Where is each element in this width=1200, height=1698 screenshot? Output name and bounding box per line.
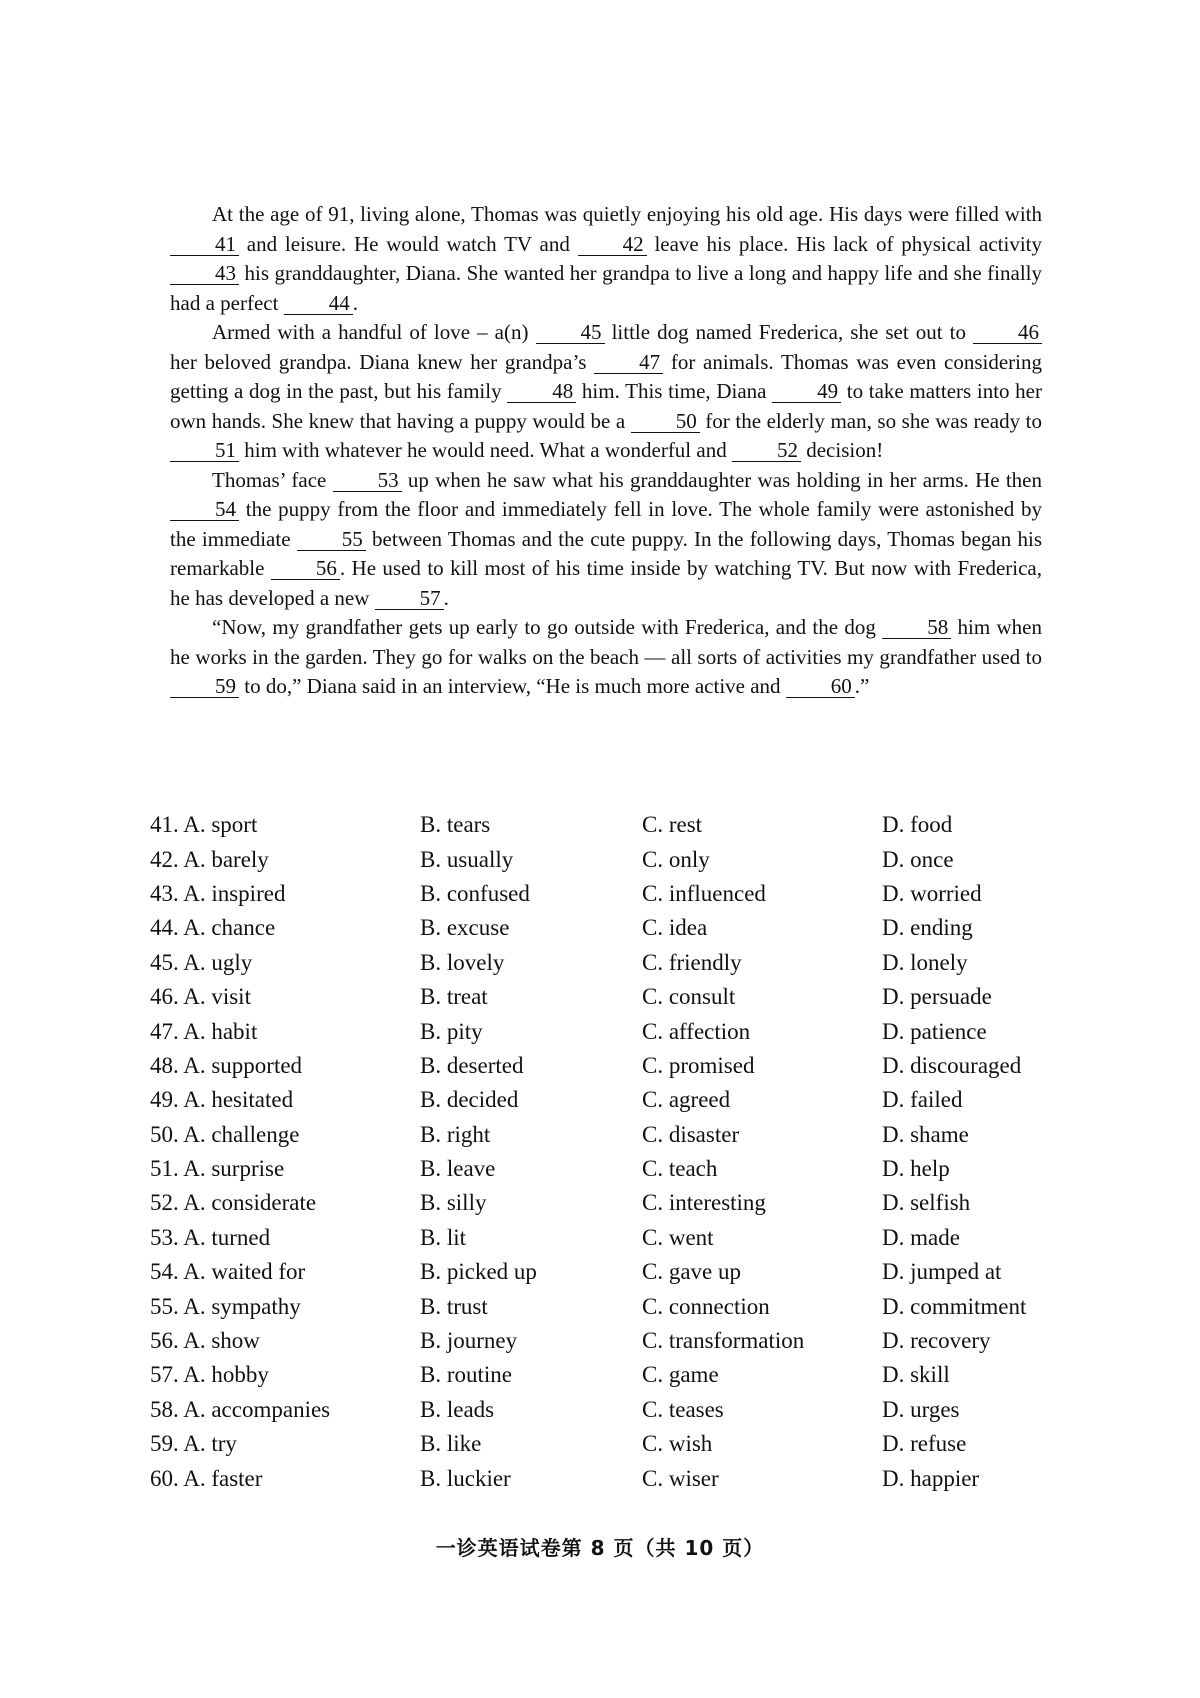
question-number-and-option-a [150, 847, 420, 873]
question-row-55 [150, 1289, 1070, 1323]
option-d: D. urges [882, 1396, 960, 1422]
question-number-and-option-a [150, 1122, 420, 1148]
blank-60: 60 [786, 675, 855, 698]
option-d: D. help [882, 1156, 950, 1182]
option-a: A. inspired [183, 880, 286, 906]
option-d: D. recovery [882, 1328, 991, 1354]
blank-58: 58 [882, 616, 951, 639]
question-row-42 [150, 842, 1070, 876]
option-b: B. decided [420, 1087, 519, 1113]
question-row-45 [150, 946, 1070, 980]
option-a: A. ugly [183, 949, 253, 975]
passage-text: him when he works in the garden. They go for walks on the beach — all sorts of activities my grandfather used to [170, 615, 1042, 669]
option-d: D. discouraged [882, 1052, 1022, 1078]
question-row-46 [150, 980, 1070, 1014]
passage-text: for animals. Thomas was even considering getting a dog in the past, but his family [170, 349, 1042, 403]
option-d: D. jumped at [882, 1259, 1002, 1285]
option-d: D. patience [882, 1018, 987, 1044]
option-b: B. routine [420, 1362, 512, 1388]
passage-text: to do,” Diana said in an interview, “He is much more active and [239, 674, 786, 698]
question-number-and-option-a [150, 1225, 420, 1251]
option-b: B. lovely [420, 949, 505, 975]
blank-56: 56 [271, 557, 340, 580]
cloze-passage [170, 200, 1042, 702]
question-number-and-option-a [150, 1156, 420, 1182]
option-a: A. considerate [183, 1190, 317, 1216]
option-d: D. worried [882, 880, 982, 906]
option-b: B. like [420, 1431, 482, 1457]
question-number-and-option-a [150, 1259, 420, 1285]
option-d: D. failed [882, 1087, 963, 1113]
blank-50: 50 [631, 410, 700, 433]
passage-text: for the elderly man, so she was ready to [699, 408, 1042, 433]
passage-text: him. This time, Diana [576, 379, 773, 403]
option-a: A. chance [183, 915, 276, 941]
blank-46: 46 [973, 321, 1042, 344]
option-c: C. wish [642, 1431, 713, 1457]
question-number: 58. [150, 1396, 179, 1422]
passage-text: leave his place. His lack of physical activity [646, 231, 1042, 256]
option-c: C. transformation [642, 1328, 805, 1354]
question-number: 42. [150, 846, 179, 872]
question-number: 49. [150, 1087, 179, 1113]
option-d: D. lonely [882, 949, 968, 975]
option-a: A. hobby [183, 1362, 269, 1388]
blank-57: 57 [375, 587, 444, 610]
question-number: 51. [150, 1156, 179, 1182]
question-row-58 [150, 1393, 1070, 1427]
question-number-and-option-a [150, 1087, 420, 1113]
question-row-53 [150, 1221, 1070, 1255]
option-a: A. surprise [183, 1156, 285, 1182]
option-b: B. leads [420, 1396, 495, 1422]
passage-text: decision! [800, 438, 884, 462]
option-b: B. right [420, 1121, 491, 1147]
option-c: C. friendly [642, 949, 742, 975]
passage-text: his granddaughter, Diana. She wanted her grandpa to live a long and happy life and she finally had a perfect [170, 261, 1042, 315]
option-b: B. treat [420, 984, 488, 1010]
option-b: B. tears [420, 812, 491, 838]
passage-text: the puppy from the floor and immediately fell in love. The whole family were astonished by the immediate [170, 497, 1042, 551]
blank-41: 41 [170, 233, 239, 256]
question-row-48 [150, 1049, 1070, 1083]
option-b: B. deserted [420, 1052, 524, 1078]
passage-text: Thomas’ face [212, 467, 333, 492]
question-row-43 [150, 877, 1070, 911]
question-number: 59. [150, 1431, 179, 1457]
blank-55: 55 [297, 528, 366, 551]
blank-42: 42 [578, 233, 647, 256]
option-c: C. rest [642, 812, 703, 838]
blank-52: 52 [732, 439, 801, 462]
passage-paragraph [170, 466, 1042, 614]
passage-text: . [352, 290, 358, 315]
option-c: C. went [642, 1224, 714, 1250]
option-d: D. persuade [882, 984, 992, 1010]
question-number: 45. [150, 949, 179, 975]
passage-text: “Now, my grandfather gets up early to go outside with Frederica, and the dog [212, 615, 883, 639]
option-c: C. interesting [642, 1190, 766, 1216]
option-c: C. connection [642, 1293, 770, 1319]
passage-text: up when he saw what his granddaughter was holding in her arms. He then [401, 467, 1043, 492]
passage-text: . He used to kill most of his time inside by watching TV. But now with Frederica, he has developed a new [170, 556, 1042, 610]
question-row-47 [150, 1014, 1070, 1048]
question-number-and-option-a [150, 1019, 420, 1045]
option-d: D. shame [882, 1121, 969, 1147]
option-b: B. leave [420, 1156, 496, 1182]
question-number: 46. [150, 984, 179, 1010]
question-row-54 [150, 1255, 1070, 1289]
option-c: C. teach [642, 1156, 718, 1182]
option-b: B. luckier [420, 1465, 511, 1491]
option-a: A. supported [183, 1052, 303, 1078]
passage-text: . [443, 585, 449, 610]
option-a: A. hesitated [183, 1087, 294, 1113]
passage-text: to take matters into her own hands. She knew that having a puppy would be a [170, 379, 1042, 433]
option-c: C. influenced [642, 880, 766, 906]
question-row-52 [150, 1186, 1070, 1220]
question-number: 41. [150, 812, 179, 838]
question-number-and-option-a [150, 812, 420, 838]
option-a: A. try [183, 1431, 237, 1457]
blank-51: 51 [170, 439, 239, 462]
question-number: 53. [150, 1224, 179, 1250]
option-a: A. faster [183, 1465, 263, 1491]
option-b: B. usually [420, 846, 514, 872]
option-c: C. only [642, 846, 710, 872]
option-b: B. excuse [420, 915, 510, 941]
passage-text: .” [854, 674, 870, 698]
option-a: A. accompanies [183, 1396, 331, 1422]
passage-paragraph [170, 613, 1042, 702]
passage-paragraph [170, 318, 1042, 466]
option-a: A. barely [183, 846, 269, 872]
question-number: 50. [150, 1121, 179, 1147]
option-c: C. affection [642, 1018, 751, 1044]
question-number-and-option-a [150, 984, 420, 1010]
question-number: 54. [150, 1259, 179, 1285]
option-d: D. commitment [882, 1293, 1027, 1319]
question-number: 48. [150, 1052, 179, 1078]
question-number: 60. [150, 1465, 179, 1491]
option-d: D. made [882, 1224, 960, 1250]
passage-text: her beloved grandpa. Diana knew her grandpa’s [170, 349, 595, 374]
blank-59: 59 [170, 675, 239, 698]
blank-48: 48 [507, 380, 576, 403]
question-number-and-option-a [150, 1397, 420, 1423]
option-a: A. show [183, 1328, 260, 1354]
option-b: B. lit [420, 1224, 467, 1250]
question-row-50 [150, 1118, 1070, 1152]
option-d: D. skill [882, 1362, 950, 1388]
question-row-60 [150, 1461, 1070, 1495]
answer-options [150, 808, 1070, 1496]
passage-text: and leisure. He would watch TV and [239, 231, 578, 256]
question-number-and-option-a [150, 1466, 420, 1492]
option-a: A. visit [183, 984, 251, 1010]
passage-text: him with whatever he would need. What a wonderful and [239, 438, 732, 462]
option-b: B. picked up [420, 1259, 537, 1285]
question-number: 52. [150, 1190, 179, 1216]
option-b: B. trust [420, 1293, 488, 1319]
passage-text: Armed with a handful of love – a(n) [212, 320, 536, 344]
question-number-and-option-a [150, 1053, 420, 1079]
option-b: B. journey [420, 1328, 518, 1354]
option-b: B. silly [420, 1190, 487, 1216]
question-number-and-option-a [150, 1362, 420, 1388]
option-c: C. game [642, 1362, 719, 1388]
option-a: A. habit [183, 1018, 258, 1044]
option-c: C. idea [642, 915, 708, 941]
question-row-41 [150, 808, 1070, 842]
option-c: C. agreed [642, 1087, 731, 1113]
question-number-and-option-a [150, 1294, 420, 1320]
option-a: A. sympathy [183, 1293, 301, 1319]
passage-text: At the age of 91, living alone, Thomas was quietly enjoying his old age. His days were filled with [212, 202, 1042, 226]
question-number-and-option-a [150, 915, 420, 941]
option-d: D. food [882, 812, 953, 838]
option-d: D. ending [882, 915, 973, 941]
option-c: C. promised [642, 1052, 755, 1078]
question-row-57 [150, 1358, 1070, 1392]
blank-47: 47 [594, 351, 663, 374]
question-row-44 [150, 911, 1070, 945]
question-row-51 [150, 1152, 1070, 1186]
option-d: D. happier [882, 1465, 980, 1491]
question-number-and-option-a [150, 950, 420, 976]
question-number: 44. [150, 915, 179, 941]
blank-45: 45 [536, 321, 605, 344]
page-footer: 一诊英语试卷第 8 页（共 10 页） [435, 1536, 765, 1560]
option-b: B. pity [420, 1018, 483, 1044]
blank-54: 54 [170, 498, 239, 521]
question-number: 55. [150, 1293, 179, 1319]
option-c: C. consult [642, 984, 736, 1010]
option-c: C. disaster [642, 1121, 740, 1147]
question-number: 47. [150, 1018, 179, 1044]
blank-44: 44 [284, 292, 353, 315]
question-row-56 [150, 1324, 1070, 1358]
option-d: D. once [882, 846, 954, 872]
option-c: C. gave up [642, 1259, 742, 1285]
passage-text: little dog named Frederica, she set out to [604, 320, 973, 344]
option-d: D. selfish [882, 1190, 971, 1216]
question-number: 43. [150, 880, 179, 906]
option-a: A. sport [183, 812, 258, 838]
question-number-and-option-a [150, 1431, 420, 1457]
question-number-and-option-a [150, 1190, 420, 1216]
question-number-and-option-a [150, 881, 420, 907]
option-a: A. challenge [183, 1121, 300, 1147]
option-a: A. waited for [183, 1259, 306, 1285]
option-b: B. confused [420, 880, 530, 906]
passage-text: between Thomas and the cute puppy. In the following days, Thomas began his remarkable [170, 526, 1042, 580]
blank-43: 43 [170, 262, 239, 285]
option-c: C. wiser [642, 1465, 719, 1491]
blank-53: 53 [333, 469, 402, 492]
blank-49: 49 [772, 380, 841, 403]
question-row-49 [150, 1083, 1070, 1117]
option-a: A. turned [183, 1224, 271, 1250]
question-number: 56. [150, 1328, 179, 1354]
option-c: C. teases [642, 1396, 724, 1422]
option-d: D. refuse [882, 1431, 967, 1457]
passage-paragraph [170, 200, 1042, 318]
question-number: 57. [150, 1362, 179, 1388]
question-number-and-option-a [150, 1328, 420, 1354]
question-row-59 [150, 1427, 1070, 1461]
